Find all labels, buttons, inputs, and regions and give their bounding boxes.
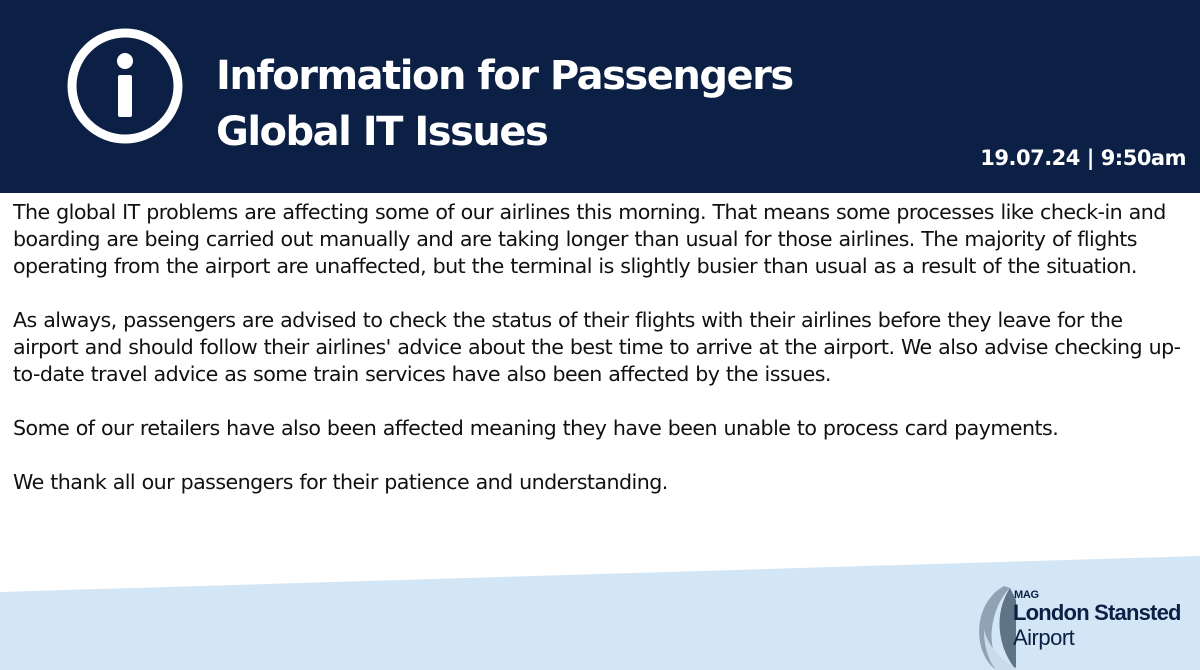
paragraph-4: We thank all our passengers for their patience and understanding. xyxy=(13,470,668,494)
logo-name-text: London Stansted xyxy=(1013,600,1181,625)
info-icon xyxy=(66,27,184,145)
paragraph-3: Some of our retailers have also been affected meaning they have been unable to process card payments. xyxy=(13,416,1059,440)
timestamp: 19.07.24 | 9:50am xyxy=(980,146,1186,170)
page-title xyxy=(216,48,793,160)
swoosh-logo-icon xyxy=(974,580,1016,670)
title-line-2: Global IT Issues xyxy=(216,109,548,155)
paragraph-2: As always, passengers are advised to check the status of their flights with their airlines before they leave for the airport and should follow their airlines' advice about the best time to arrive at the airport. We also advise checking up-to-date travel advice as some train services have also been affected by the issues. xyxy=(13,308,1181,386)
logo-group-text: MAG xyxy=(1014,589,1039,601)
paragraph-1: The global IT problems are affecting some of our airlines this morning. That means some processes like check-in and boarding are being carried out manually and are taking longer than usual for those airlines. The majority of flights operating from the airport are unaffected, but the terminal is slightly busier than usual as a result of the situation. xyxy=(13,200,1166,278)
logo-sub-text: Airport xyxy=(1013,625,1075,650)
statement-body xyxy=(13,199,1193,523)
header-banner xyxy=(0,0,1200,193)
london-stansted-logo xyxy=(974,580,1200,670)
title-line-1: Information for Passengers xyxy=(216,53,793,99)
